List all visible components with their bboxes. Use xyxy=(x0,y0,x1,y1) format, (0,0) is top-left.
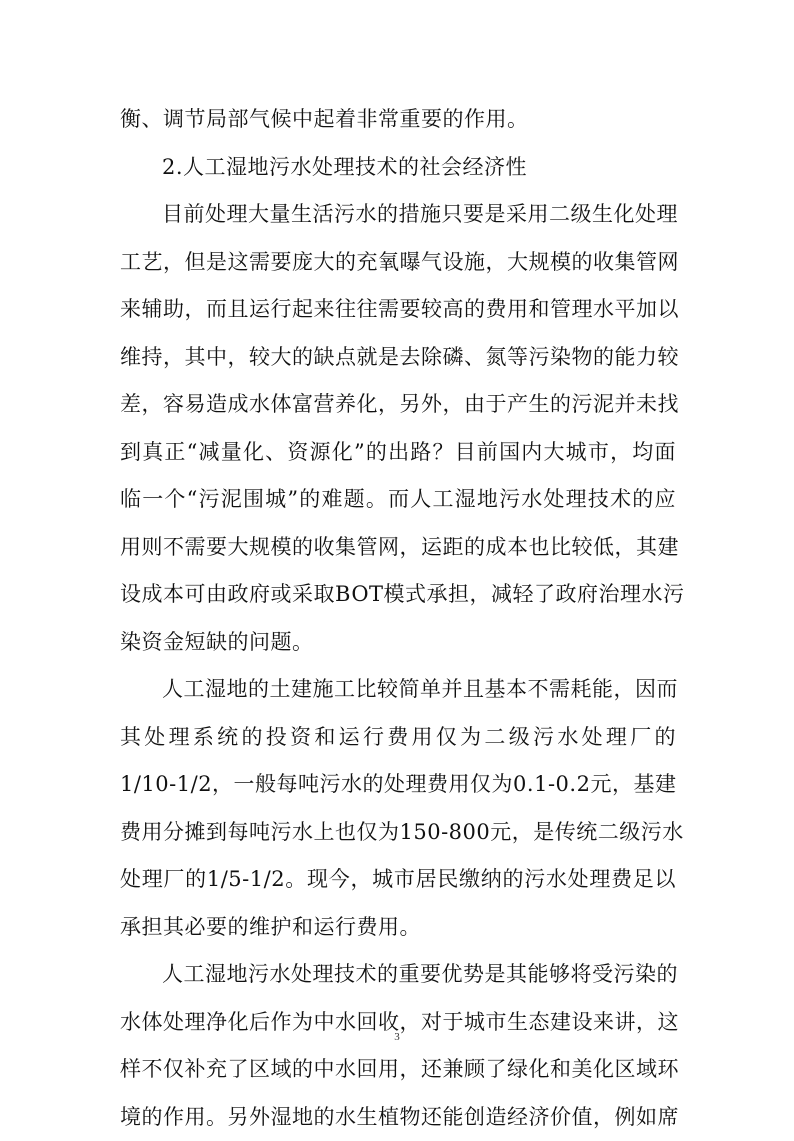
paragraph-line: 承担其必要的维护和运行费用。 xyxy=(120,904,676,952)
paragraph-line: 目前处理大量生活污水的措施只要是采用二级生化处理 xyxy=(120,191,676,239)
paragraph-line: 工艺，但是这需要庞大的充氧曝气设施，大规模的收集管网 xyxy=(120,239,676,287)
paragraph-line: 维持，其中，较大的缺点就是去除磷、氮等污染物的能力较 xyxy=(120,334,676,382)
paragraph-line: 差，容易造成水体富营养化，另外，由于产生的污泥并未找 xyxy=(120,381,676,429)
paragraph-line: 染资金短缺的问题。 xyxy=(120,619,676,667)
paragraph-line: 人工湿地的土建施工比较简单并且基本不需耗能，因而 xyxy=(120,666,676,714)
page-number: 3 xyxy=(0,1031,794,1043)
paragraph-line: 来辅助，而且运行起来往往需要较高的费用和管理水平加以 xyxy=(120,286,676,334)
paragraph-line: 处理厂的1/5-1/2。现今，城市居民缴纳的污水处理费足以 xyxy=(120,856,676,904)
body-text xyxy=(120,96,676,1141)
paragraph-line: 人工湿地污水处理技术的重要优势是其能够将受污染的 xyxy=(120,951,676,999)
paragraph-line: 设成本可由政府或采取BOT模式承担，减轻了政府治理水污 xyxy=(120,571,676,619)
paragraph-line: 衡、调节局部气候中起着非常重要的作用。 xyxy=(120,96,676,144)
paragraph-line: 其处理系统的投资和运行费用仅为二级污水处理厂的 xyxy=(120,714,676,762)
paragraph-line: 用则不需要大规模的收集管网，运距的成本也比较低，其建 xyxy=(120,524,676,572)
paragraph-line: 1/10-1/2，一般每吨污水的处理费用仅为0.1-0.2元，基建 xyxy=(120,761,676,809)
paragraph-line: 费用分摊到每吨污水上也仅为150-800元，是传统二级污水 xyxy=(120,809,676,857)
paragraph-line: 境的作用。另外湿地的水生植物还能创造经济价值，例如席 xyxy=(120,1094,676,1141)
paragraph-line: 水体处理净化后作为中水回收，对于城市生态建设来讲，这 xyxy=(120,999,676,1047)
paragraph-line: 样不仅补充了区域的中水回用，还兼顾了绿化和美化区域环 xyxy=(120,1046,676,1094)
paragraph-line: 到真正“减量化、资源化”的出路？目前国内大城市，均面 xyxy=(120,429,676,477)
paragraph-line: 临一个“污泥围城”的难题。而人工湿地污水处理技术的应 xyxy=(120,476,676,524)
section-heading: 2.人工湿地污水处理技术的社会经济性 xyxy=(120,144,676,192)
